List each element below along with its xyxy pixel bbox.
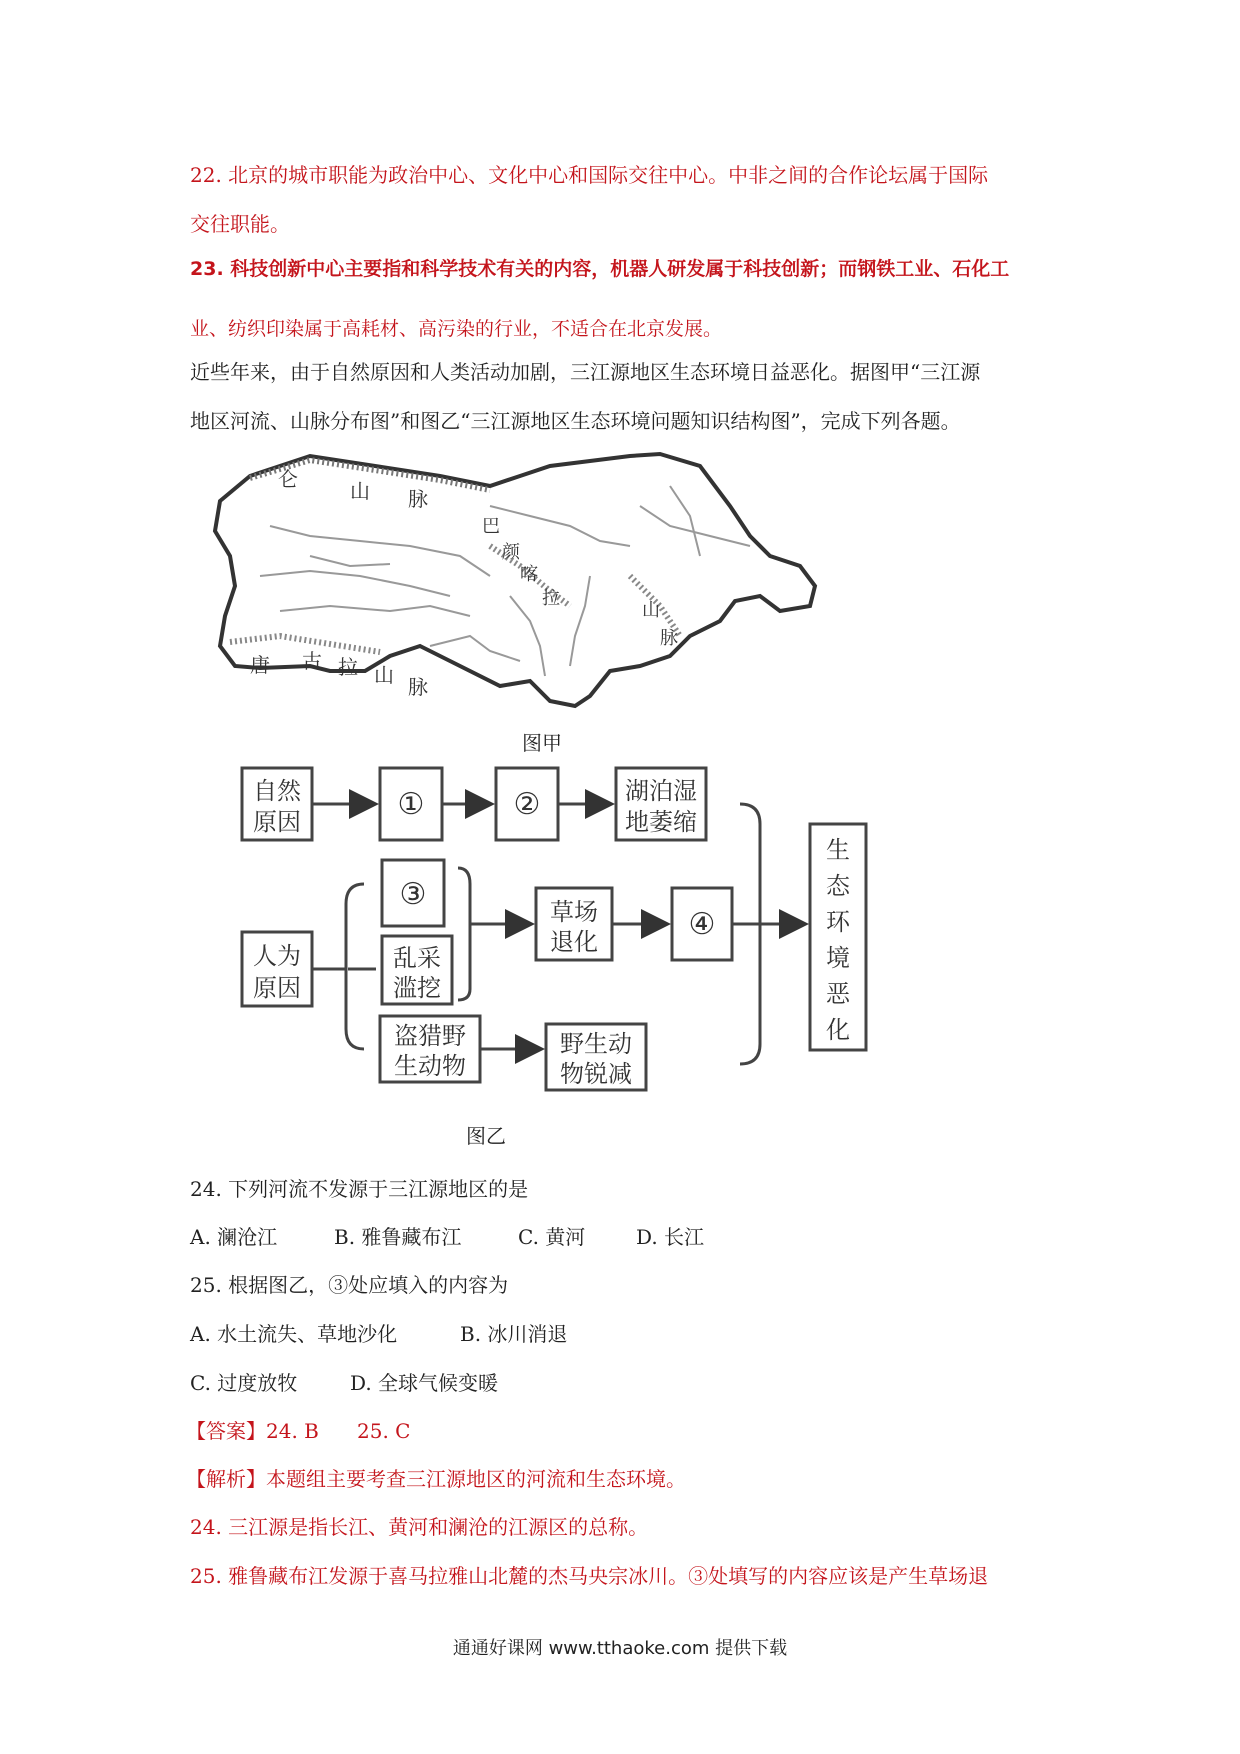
poach-line2: 生动物 bbox=[394, 1052, 466, 1080]
map-label-tangula-1: 唐 bbox=[250, 653, 270, 677]
explain-22-line1: 22. 北京的城市职能为政治中心、文化中心和国际交往中心。中非之间的合作论坛属于国际 bbox=[190, 163, 989, 187]
q24-stem: 24. 下列河流不发源于三江源地区的是 bbox=[190, 1177, 529, 1201]
mining-line1: 乱采 bbox=[393, 944, 441, 972]
answer-label: 【答案】 bbox=[186, 1419, 266, 1443]
map-label-tangula-5: 脉 bbox=[408, 675, 428, 699]
explain-22-line2: 交往职能。 bbox=[190, 212, 290, 236]
eco-char5: 恶 bbox=[826, 980, 850, 1008]
map-label-tangula-4: 山 bbox=[374, 663, 394, 687]
q25-options-row1 bbox=[190, 1321, 567, 1347]
label-1: ① bbox=[397, 787, 425, 822]
q24-options bbox=[190, 1224, 704, 1250]
label-4: ④ bbox=[688, 907, 716, 942]
analysis-label: 【解析】 bbox=[186, 1467, 266, 1491]
map-label-bayan-3: 喀 bbox=[520, 564, 538, 585]
structure-diagram bbox=[240, 764, 890, 1104]
analysis-text: 本题组主要考查三江源地区的河流和生态环境。 bbox=[266, 1467, 686, 1491]
natural-line1: 自然 bbox=[253, 777, 301, 805]
q24-option-c: C. 黄河 bbox=[518, 1225, 586, 1249]
human-line2: 原因 bbox=[253, 974, 301, 1002]
lake-line2: 地萎缩 bbox=[625, 808, 697, 836]
map-label-bayan-4: 拉 bbox=[542, 588, 560, 609]
eco-char2: 态 bbox=[826, 872, 850, 900]
label-3: ③ bbox=[399, 877, 427, 912]
page-footer: 通通好课网 www.tthaoke.com 提供下载 bbox=[452, 1638, 788, 1659]
q24-option-d: D. 长江 bbox=[636, 1225, 705, 1249]
map-label-east-2: 脉 bbox=[660, 628, 678, 649]
map-label-kunlun-1: 仑 bbox=[278, 467, 298, 491]
map-label-tangula-3: 拉 bbox=[338, 655, 358, 679]
natural-line2: 原因 bbox=[253, 808, 301, 836]
q25-option-b: B. 冰川消退 bbox=[460, 1322, 568, 1346]
eco-char3: 环 bbox=[826, 908, 850, 936]
diagram-caption: 图乙 bbox=[466, 1124, 506, 1148]
lake-line1: 湖泊湿 bbox=[625, 777, 697, 805]
explain-23-line2: 业、纺织印染属于高耗材、高污染的行业，不适合在北京发展。 bbox=[190, 318, 723, 340]
q25-options-row2 bbox=[190, 1370, 498, 1396]
wild-line1: 野生动 bbox=[560, 1030, 632, 1058]
mining-line2: 滥挖 bbox=[393, 974, 441, 1002]
eco-char6: 化 bbox=[826, 1016, 850, 1044]
explain-24: 24. 三江源是指长江、黄河和澜沧的江源区的总称。 bbox=[190, 1515, 649, 1539]
answer-text: 24. B 25. C bbox=[266, 1419, 411, 1443]
map-label-tangula-2: 古 bbox=[302, 649, 322, 673]
q24-option-b: B. 雅鲁藏布江 bbox=[334, 1225, 462, 1249]
q25-option-d: D. 全球气候变暖 bbox=[350, 1371, 499, 1395]
poach-line1: 盗猎野 bbox=[394, 1022, 466, 1050]
explain-25: 25. 雅鲁藏布江发源于喜马拉雅山北麓的杰马央宗冰川。③处填写的内容应该是产生草场退 bbox=[190, 1564, 989, 1588]
q25-stem: 25. 根据图乙，③处应填入的内容为 bbox=[190, 1273, 509, 1297]
analysis-line bbox=[186, 1466, 686, 1492]
explain-23-line1: 23. 科技创新中心主要指和科学技术有关的内容，机器人研发属于科技创新；而钢铁工业、石化工 bbox=[190, 258, 1010, 280]
map-label-kunlun-3: 脉 bbox=[408, 487, 428, 511]
map-label-kunlun-2: 山 bbox=[350, 479, 370, 503]
intro-line2: 地区河流、山脉分布图”和图乙“三江源地区生态环境问题知识结构图”，完成下列各题。 bbox=[190, 409, 961, 433]
q25-option-a: A. 水土流失、草地沙化 bbox=[190, 1322, 398, 1346]
q24-option-a: A. 澜沧江 bbox=[190, 1225, 278, 1249]
intro-line1: 近些年来，由于自然原因和人类活动加剧，三江源地区生态环境日益恶化。据图甲“三江源 bbox=[190, 360, 981, 384]
eco-char1: 生 bbox=[826, 836, 850, 864]
grass-line2: 退化 bbox=[550, 928, 598, 956]
human-line1: 人为 bbox=[253, 942, 301, 970]
wild-line2: 物锐减 bbox=[560, 1060, 632, 1088]
map-label-bayan-2: 颜 bbox=[502, 542, 520, 563]
grass-line1: 草场 bbox=[550, 898, 598, 926]
map-caption: 图甲 bbox=[522, 731, 562, 755]
label-2: ② bbox=[513, 787, 541, 822]
answer-line bbox=[186, 1418, 410, 1444]
eco-char4: 境 bbox=[826, 944, 850, 972]
map-figure bbox=[190, 446, 850, 716]
map-label-bayan-1: 巴 bbox=[482, 516, 500, 537]
map-label-east-1: 山 bbox=[642, 600, 660, 621]
q25-option-c: C. 过度放牧 bbox=[190, 1371, 298, 1395]
